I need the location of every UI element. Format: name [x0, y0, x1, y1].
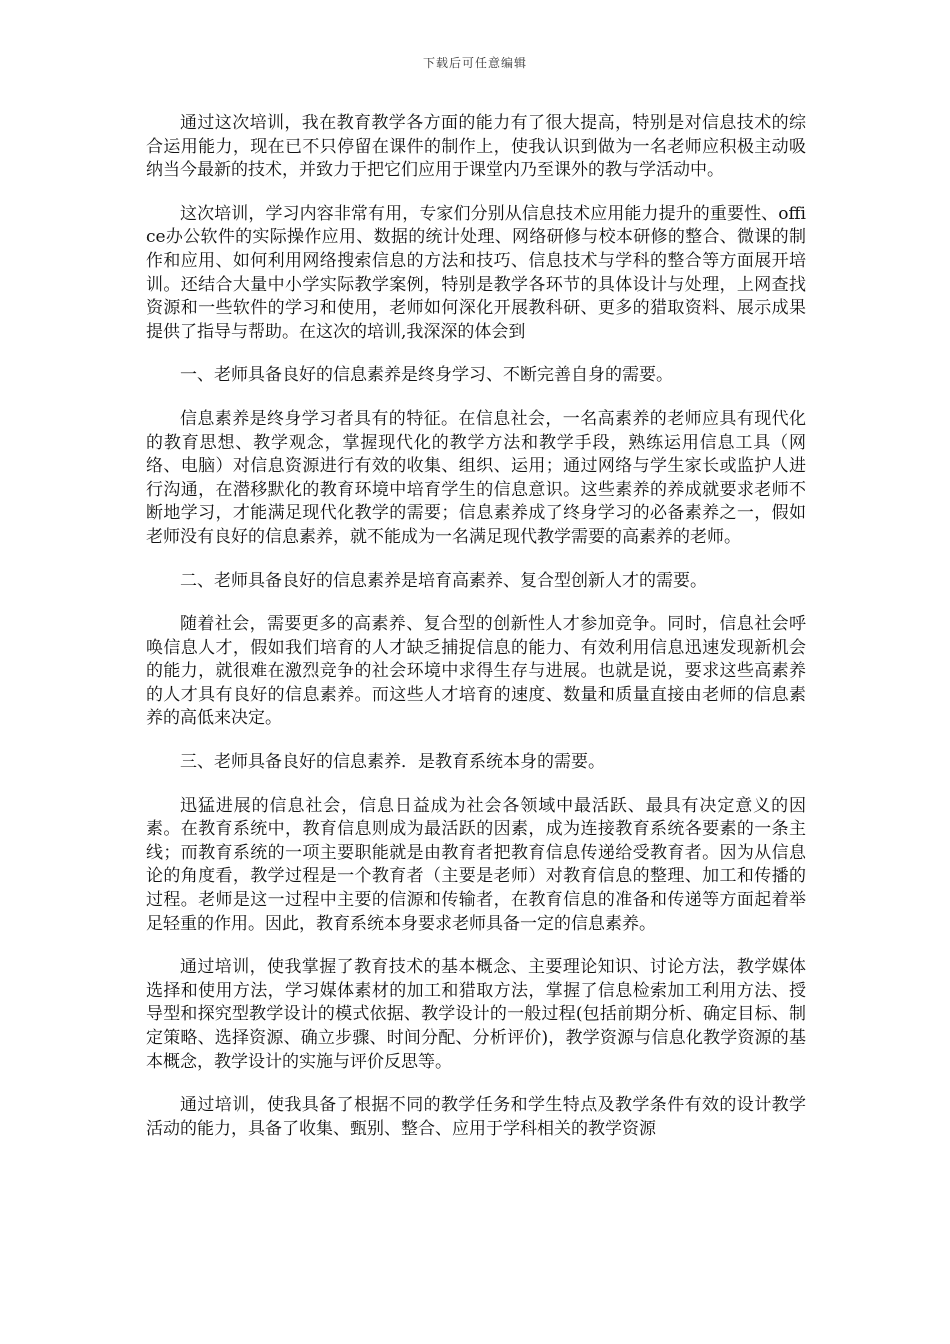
- paragraph-section-1: 信息素养是终身学习者具有的特征。在信息社会，一名高素养的老师应具有现代化的教育思想、教学观念，掌握现代化的教学方法和教学手段，熟练运用信息工具（网络、电脑）对信息资源进行有效的收集、组织、运用；通过网络与学生家长或监护人进行沟通，在潜移默化的教育环境中培育学生的信息意识。这些素养的养成就要求老师不断地学习，才能满足现代化教学的需要；信息素养成了终身学习的必备素养之一，假如老师没有良好的信息素养，就不能成为一名满足现代教学需要的高素养的老师。: [146, 408, 806, 547]
- paragraph-intro: 通过这次培训，我在教育教学各方面的能力有了很大提高，特别是对信息技术的综合运用能力，现在已不只停留在课件的制作上，使我认识到做为一名老师应积极主动吸纳当今最新的技术，并致力于把它们应用于课堂内乃至课外的教与学活动中。: [146, 113, 806, 181]
- paragraph-section-3: 迅猛进展的信息社会，信息日益成为社会各领域中最活跃、最具有决定意义的因素。在教育系统中，教育信息则成为最活跃的因素，成为连接教育系统各要素的一条主线；而教育系统的一项主要职能就是由教育者把教育信息传递给受教育者。因为从信息论的角度看，教学过程是一个教育者（主要是老师）对教育信息的整理、加工和传播的过程。老师是这一过程中主要的信源和传输者，在教育信息的准备和传递等方面起着举足轻重的作用。因此，教育系统本身要求老师具备一定的信息素养。: [146, 795, 806, 934]
- paragraph-gains-1: 通过培训，使我掌握了教育技术的基本概念、主要理论知识、讨论方法，教学媒体选择和使用方法，学习媒体素材的加工和猎取方法，掌握了信息检索加工利用方法、授导型和探究型教学设计的模式依据、教学设计的一般过程(包括前期分析、确定目标、制定策略、选择资源、确立步骤、时间分配、分析评价)，教学资源与信息化教学资源的基本概念，教学设计的实施与评价反思等。: [146, 957, 806, 1072]
- section-heading-3: 三、老师具备良好的信息素养．是教育系统本身的需要。: [180, 752, 605, 773]
- section-heading-2: 二、老师具备良好的信息素养是培育高素养、复合型创新人才的需要。: [180, 570, 707, 591]
- paragraph-training-content: 这次培训，学习内容非常有用，专家们分别从信息技术应用能力提升的重要性、office办公软件的实际操作应用、数据的统计处理、网络研修与校本研修的整合、微课的制作和应用、如何利用网络搜索信息的方法和技巧、信息技术与学科的整合等方面展开培训。还结合大量中小学实际教学案例，特别是教学各环节的具体设计与处理，上网查找资源和一些软件的学习和使用，老师如何深化开展教科研、更多的猎取资料、展示成果提供了指导与帮助。在这次的培训,我深深的体会到: [146, 203, 806, 342]
- document-body: [146, 112, 806, 1161]
- section-heading-1: 一、老师具备良好的信息素养是终身学习、不断完善自身的需要。: [180, 365, 673, 386]
- page-header: 下载后可任意编辑: [422, 56, 527, 70]
- paragraph-gains-2: 通过培训，使我具备了根据不同的教学任务和学生特点及教学条件有效的设计教学活动的能力，具备了收集、甄别、整合、应用于学科相关的教学资源: [146, 1095, 806, 1139]
- paragraph-section-2: 随着社会，需要更多的高素养、复合型的创新性人才参加竞争。同时，信息社会呼唤信息人才，假如我们培育的人才缺乏捕捉信息的能力、有效利用信息迅速发现新机会的能力，就很难在激烈竞争的社会环境中求得生存与进展。也就是说，要求这些高素养的人才具有良好的信息素养。而这些人才培育的速度、数量和质量直接由老师的信息素养的高低来决定。: [146, 614, 806, 729]
